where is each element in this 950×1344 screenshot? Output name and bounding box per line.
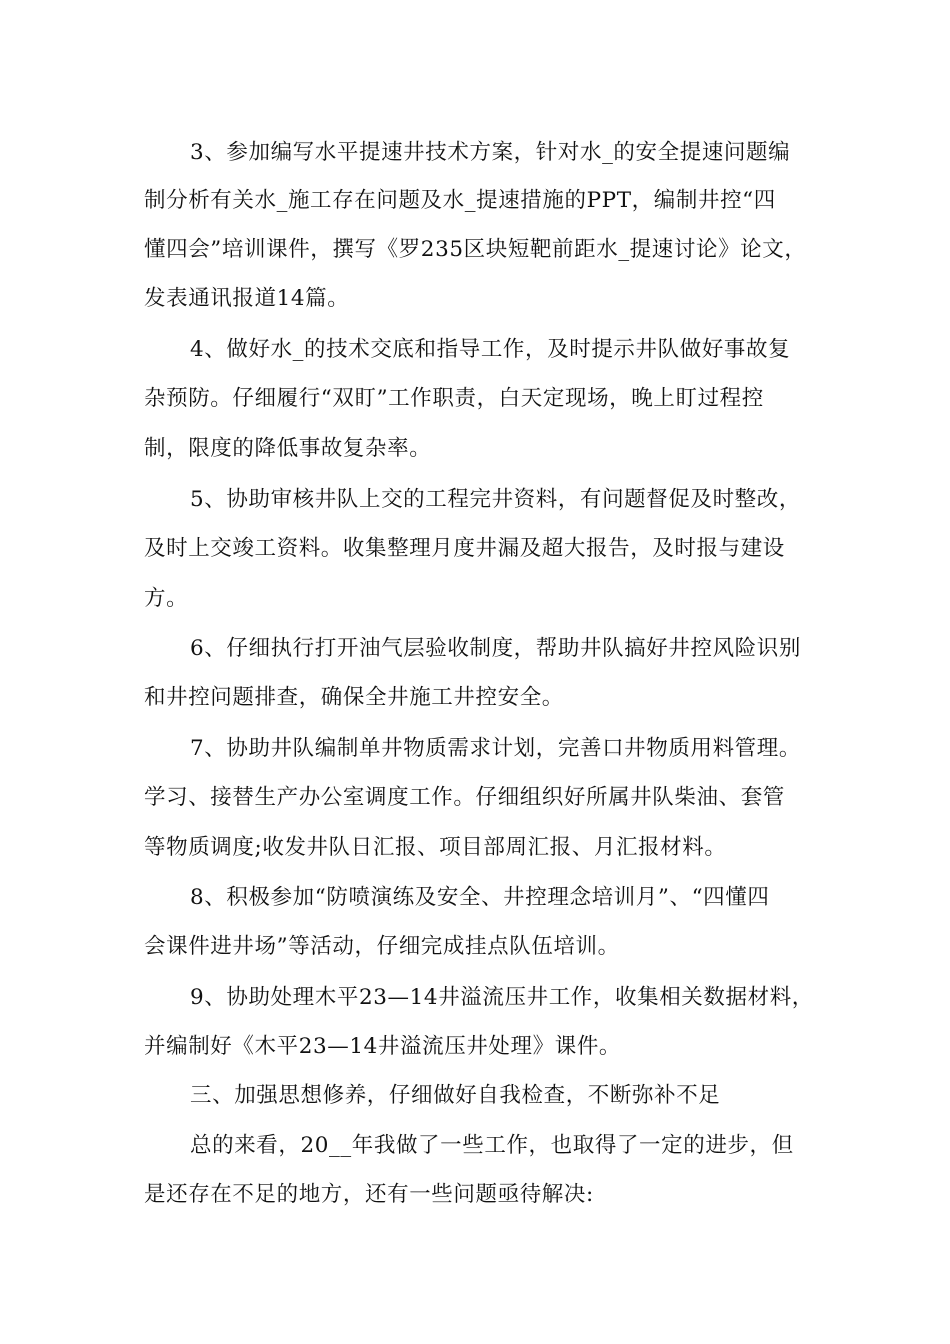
paragraph-3-line-4: 发表通讯报道14篇。 xyxy=(144,286,350,311)
paragraph-6-line-2: 和井控问题排查，确保全井施工井控安全。 xyxy=(144,685,564,710)
paragraph-5-line-3: 方。 xyxy=(144,586,189,611)
paragraph-7-line-3: 等物质调度;收发井队日汇报、项目部周汇报、月汇报材料。 xyxy=(144,835,727,860)
paragraph-4-line-1: 4、做好水_的技术交底和指导工作，及时提示井队做好事故复 xyxy=(190,337,791,362)
paragraph-8-line-1: 8、积极参加“防喷演练及安全、井控理念培训月”、“四懂四 xyxy=(190,885,770,910)
paragraph-9-line-1: 9、协助处理木平23—14井溢流压井工作，收集相关数据材料， xyxy=(190,985,814,1010)
paragraph-8-line-2: 会课件进井场”等活动，仔细完成挂点队伍培训。 xyxy=(144,934,620,959)
paragraph-3-line-3: 懂四会”培训课件，撰写《罗235区块短靶前距水_提速讨论》论文， xyxy=(144,237,807,262)
paragraph-3-line-1: 3、参加编写水平提速井技术方案，针对水_的安全提速问题编 xyxy=(190,140,791,165)
summary-line-1: 总的来看，20__年我做了一些工作，也取得了一定的进步，但 xyxy=(190,1133,794,1158)
paragraph-7-line-2: 学习、接替生产办公室调度工作。仔细组织好所属井队柴油、套管 xyxy=(144,785,785,810)
paragraph-5-line-2: 及时上交竣工资料。收集整理月度井漏及超大报告，及时报与建设 xyxy=(144,536,785,561)
summary-line-2: 是还存在不足的地方，还有一些问题亟待解决: xyxy=(144,1182,594,1207)
paragraph-9-line-2: 并编制好《木平23—14井溢流压井处理》课件。 xyxy=(144,1034,622,1059)
paragraph-5-line-1: 5、协助审核井队上交的工程完井资料，有问题督促及时整改， xyxy=(190,487,801,512)
paragraph-4-line-2: 杂预防。仔细履行“双盯”工作职责，白天定现场，晚上盯过程控 xyxy=(144,386,764,411)
paragraph-6-line-1: 6、仔细执行打开油气层验收制度，帮助井队搞好井控风险识别 xyxy=(190,636,801,661)
paragraph-7-line-1: 7、协助井队编制单井物质需求计划，完善口井物质用料管理。 xyxy=(190,736,801,761)
paragraph-3-line-2: 制分析有关水_施工存在问题及水_提速措施的PPT，编制井控“四 xyxy=(144,188,776,213)
paragraph-4-line-3: 制，限度的降低事故复杂率。 xyxy=(144,436,432,461)
section-heading-3: 三、加强思想修养，仔细做好自我检查，不断弥补不足 xyxy=(190,1083,721,1108)
